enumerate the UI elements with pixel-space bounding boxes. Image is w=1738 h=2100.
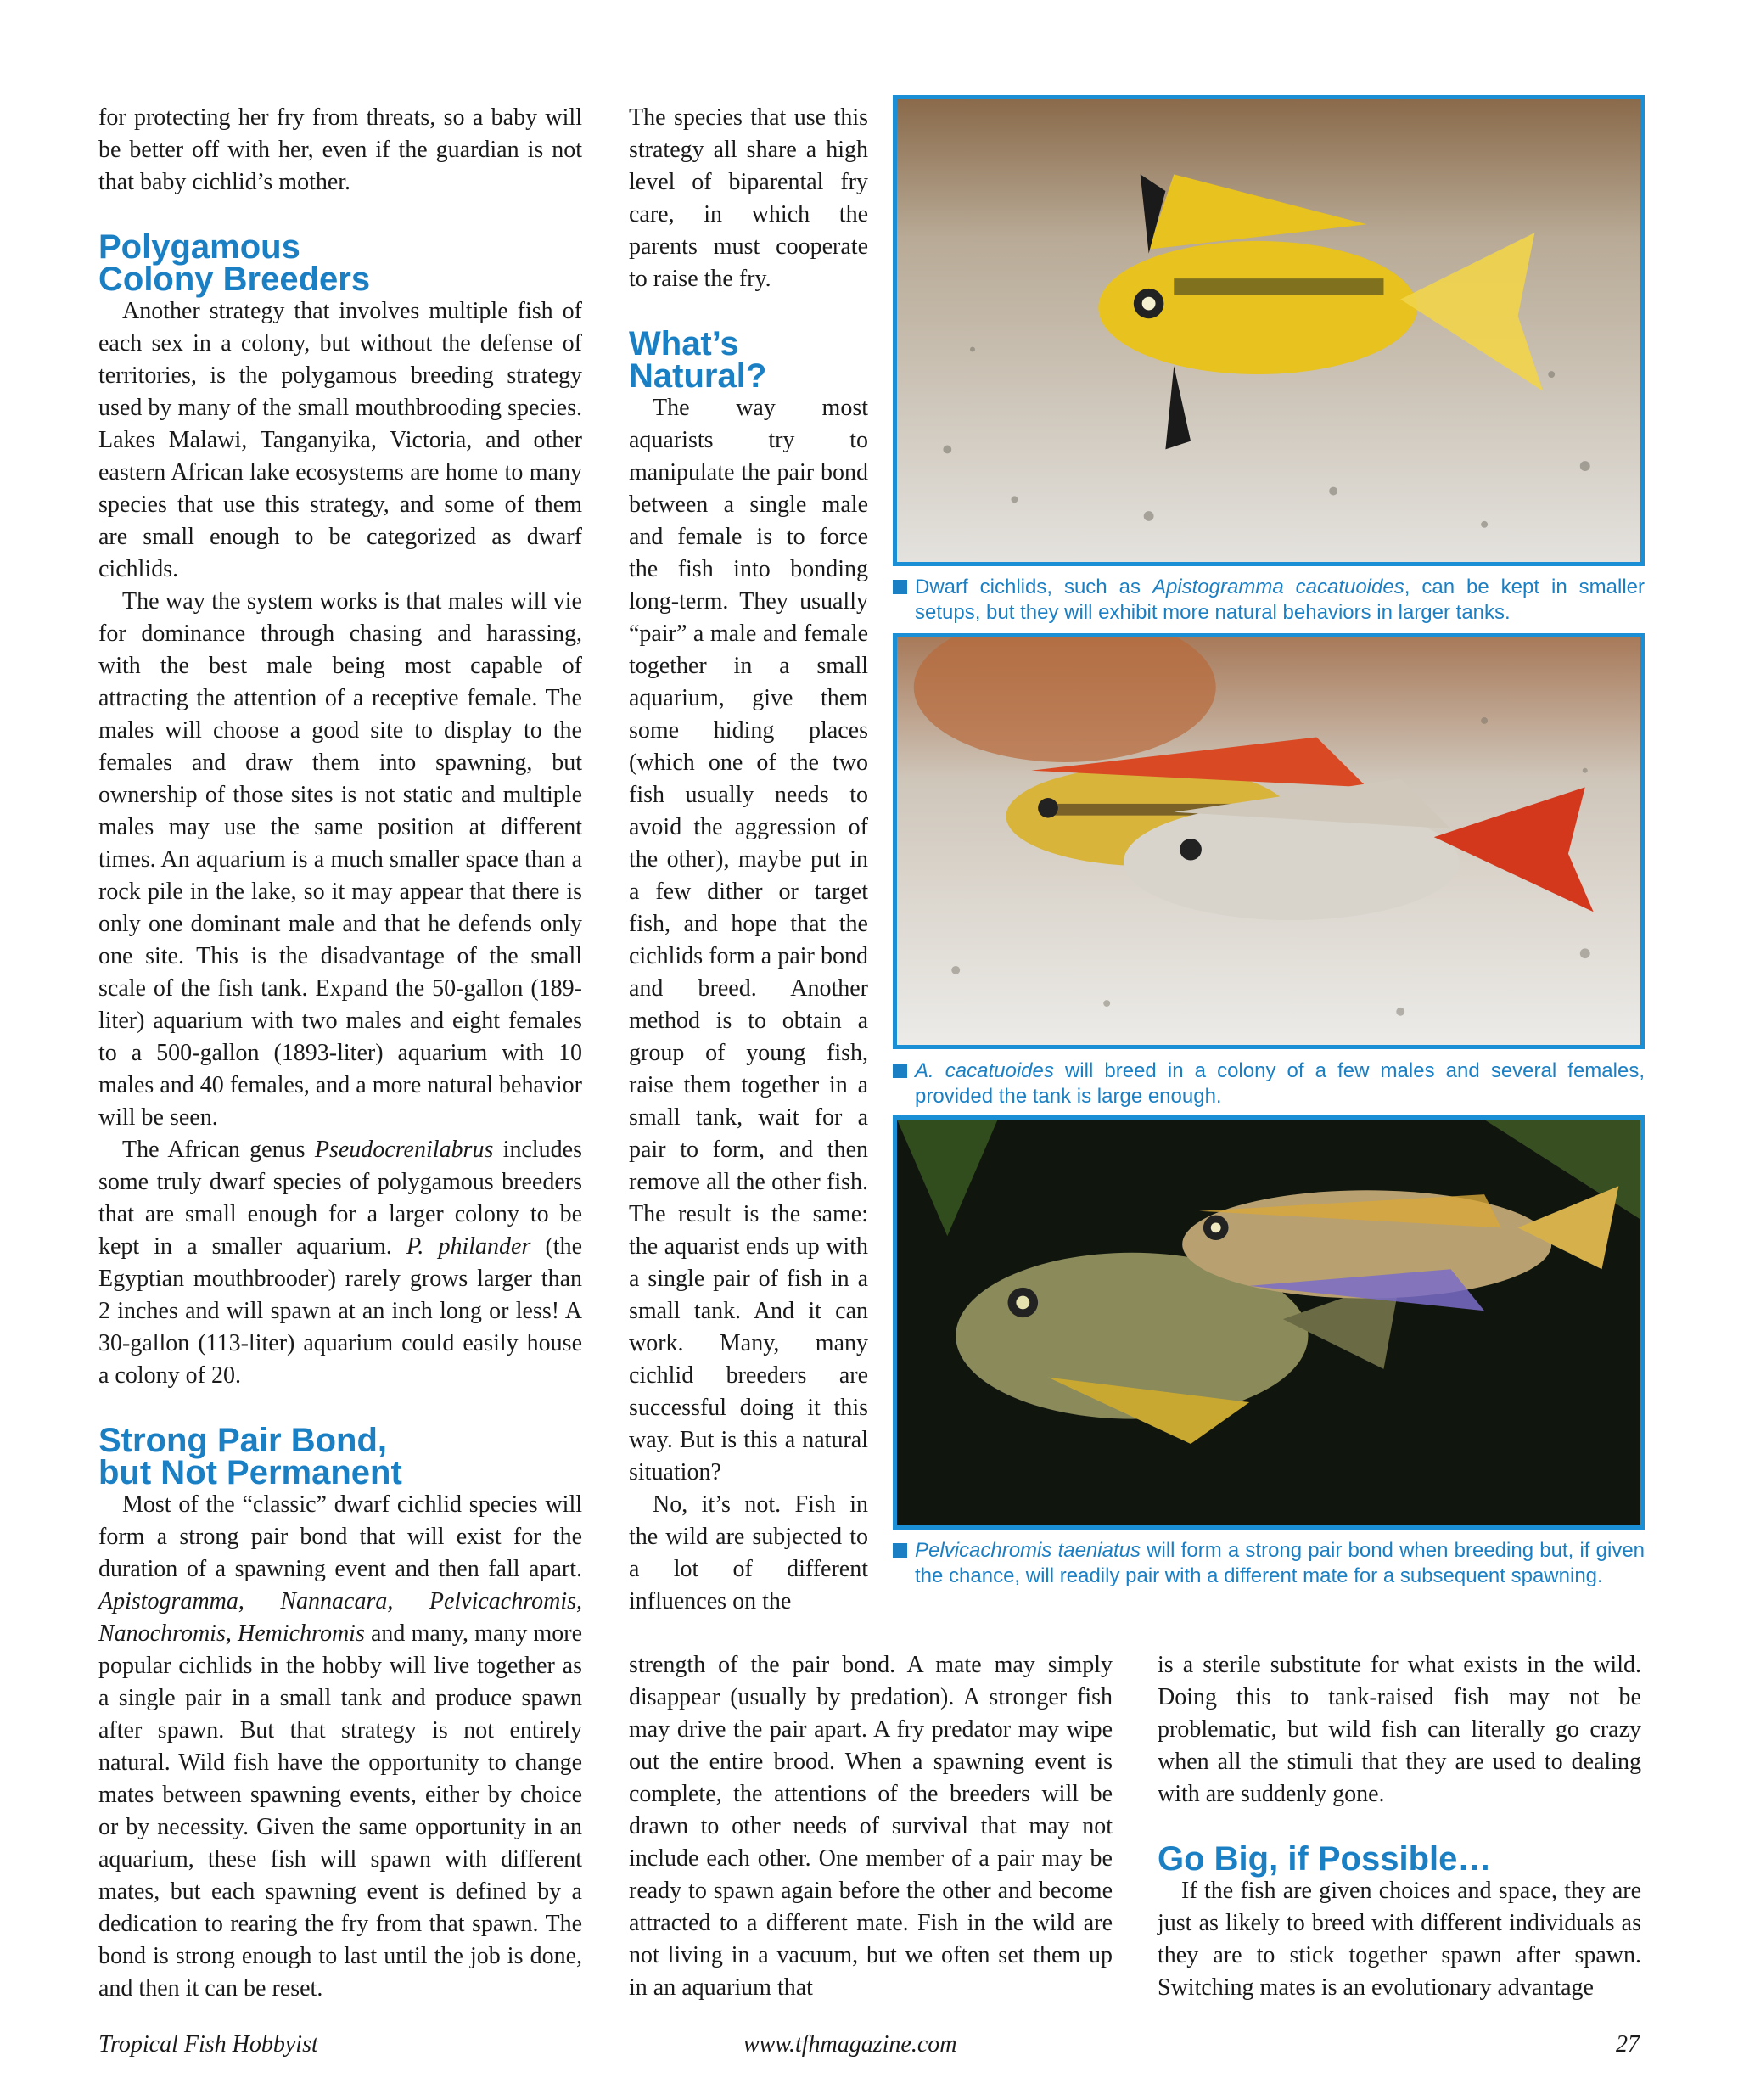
text-run: Most of the “classic” dwarf cichlid species will form a strong pair bond that will exist for the duration of a spawning event and then fall apart. bbox=[98, 1491, 582, 1582]
footer-page-number: 27 bbox=[1616, 2031, 1640, 2058]
text-run: will form a strong pair bond when breeding but, if given the chance, will readily pair with a different mate for a subsequent spawning. bbox=[915, 1539, 1645, 1587]
photo-pelvicachromis-pair bbox=[893, 1115, 1645, 1530]
caption-bullet bbox=[893, 1543, 907, 1558]
italic-run: Pseudocrenilabrus bbox=[314, 1137, 494, 1163]
photo-apistogramma-pair bbox=[893, 633, 1645, 1049]
column-3 bbox=[1158, 1649, 1641, 2004]
heading-whats-natural bbox=[629, 325, 868, 395]
caption-photo-3 bbox=[893, 1538, 1645, 1589]
paragraph: is a sterile substitute for what exists in the wild. Doing this to tank-raised fish may not be problematic, but wild fish can literally go crazy when all the stimuli that they are used to dealing with are suddenly gone. bbox=[1158, 1652, 1641, 1807]
heading-line: but Not Permanent bbox=[98, 1454, 402, 1491]
text-run: (the Egyptian mouthbrooder) rarely grows larger than 2 inches and will spawn at an inch long or less! A 30-gallon (113-liter) aquarium could easily house a colony of 20. bbox=[98, 1233, 582, 1389]
text-run: Dwarf cichlids, such as bbox=[915, 576, 1152, 598]
paragraph bbox=[98, 1489, 582, 2005]
paragraph: strength of the pair bond. A mate may simply disappear (usually by predation). A stronger fish may drive the pair apart. A fry predator may wipe out the entire brood. When a spawning event is complete, the attentions of the breeders will be drawn to other needs of survival that may not include each other. One member of a pair may be ready to spawn again before the other and become attracted to a different mate. Fish in the wild are not living in a vacuum, but we often set them up in an aquarium that bbox=[629, 1652, 1113, 2001]
italic-run: Apistogramma cacatuoides bbox=[1152, 576, 1404, 598]
paragraph: for protecting her fry from threats, so a baby will be better off with her, even if the guardian is not that baby cichlid’s mother. bbox=[98, 104, 582, 195]
heading-line: Strong Pair Bond, bbox=[98, 1422, 387, 1459]
paragraph: The way most aquarists try to manipulate the pair bond between a single male and female is to force the fish into bonding long-term. They usually “pair” a male and female together in a small aquarium, give them some hiding places (which one of the two fish usually needs to avoid the aggression of the other), maybe put in a few dither or target fish, and hope that the cichlids form a pair bond and breed. Another method is to obtain a group of young fish, raise them together in a small tank, wait for a pair to form, and then remove all the other fish. The result is the same: the aquarist ends up with a single pair of fish in a small tank. And it can work. Many, many cichlid breeders are successful doing it this way. But is this a natural situation? bbox=[629, 395, 868, 1485]
heading-line: Polygamous bbox=[98, 228, 300, 266]
italic-run: Apistogramma, Nannacara, Pelvicachromis, Nanochromis, Hemichromis bbox=[98, 1588, 582, 1647]
text-run: includes some truly dwarf species of polygamous breeders that are small enough for a larger colony to be kept in a smaller aquarium. bbox=[98, 1137, 582, 1260]
footer-website[interactable]: www.tfhmagazine.com bbox=[743, 2031, 957, 2058]
photo-apistogramma-single bbox=[893, 95, 1645, 566]
paragraph: The species that use this strategy all share a high level of biparental fry care, in which the parents must cooperate to raise the fry. bbox=[629, 104, 868, 292]
caption-photo-2 bbox=[893, 1058, 1645, 1109]
paragraph bbox=[98, 1134, 582, 1392]
heading-go-big: Go Big, if Possible… bbox=[1158, 1840, 1492, 1878]
text-run: The African genus bbox=[122, 1137, 315, 1163]
caption-photo-1 bbox=[893, 575, 1645, 626]
italic-run: P. philander bbox=[406, 1233, 531, 1260]
text-run: will breed in a colony of a few males and several females, provided the tank is large enough. bbox=[915, 1059, 1645, 1108]
text-run: and many, many more popular cichlids in the hobby will live together as a single pair in a small tank and produce spawn after spawn. But that strategy is not entirely natural. Wild fish have the opportunity to change mates between spawning events, either by choice or by necessity. Given the same opportunity in an aquarium, these fish will spawn with different mates, but each spawning event is defined by a dedication to rearing the fry from that spawn. The bond is strong enough to last until the job is done, and then it can be reset. bbox=[98, 1620, 582, 2002]
heading-pair-bond bbox=[98, 1424, 582, 1489]
column-1 bbox=[98, 102, 582, 2005]
column-2-continued bbox=[629, 1649, 1113, 2004]
text-run: , can be kept in smaller setups, but they will exhibit more natural behaviors in larger tanks. bbox=[915, 576, 1645, 624]
column-2 bbox=[629, 102, 868, 1618]
heading-line: Natural? bbox=[629, 357, 767, 395]
paragraph: If the fish are given choices and space, they are just as likely to breed with different individuals as they are to stick together spawn after spawn. Switching mates is an evolutionary advantage bbox=[1158, 1878, 1641, 2001]
caption-bullet bbox=[893, 1064, 907, 1078]
heading-line: Colony Breeders bbox=[98, 261, 371, 298]
heading-line: What’s bbox=[629, 325, 739, 362]
paragraph: The way the system works is that males will vie for dominance through chasing and harassing, with the best male being most capable of attracting the attention of a receptive female. The males will choose a good site to display to the females and draw them into spawning, but ownership of those sites is not static and multiple males may use the same position at different times. An aquarium is a much smaller space than a rock pile in the lake, so it may appear that there is only one dominant male and that he defends only one site. This is the disadvantage of the small scale of the fish tank. Expand the 50-gallon (189-liter) aquarium with two males and eight females to a 500-gallon (1893-liter) aquarium with 10 males and 40 females, and a more natural behavior will be seen. bbox=[98, 588, 582, 1131]
caption-bullet bbox=[893, 580, 907, 594]
paragraph: Another strategy that involves multiple fish of each sex in a colony, but without the defense of territories, is the polygamous breeding strategy used by many of the small mouthbrooding species. Lakes Malawi, Tanganyika, Victoria, and other eastern African lake ecosystems are home to many species that use this strategy, and some of them are small enough to be categorized as dwarf cichlids. bbox=[98, 298, 582, 582]
italic-run: Pelvicachromis taeniatus bbox=[915, 1539, 1141, 1562]
paragraph: No, it’s not. Fish in the wild are subjected to a lot of different influences on the bbox=[629, 1491, 868, 1614]
heading-polygamous bbox=[98, 228, 582, 298]
footer-magazine-title: Tropical Fish Hobbyist bbox=[98, 2031, 318, 2058]
italic-run: A. cacatuoides bbox=[915, 1059, 1054, 1082]
